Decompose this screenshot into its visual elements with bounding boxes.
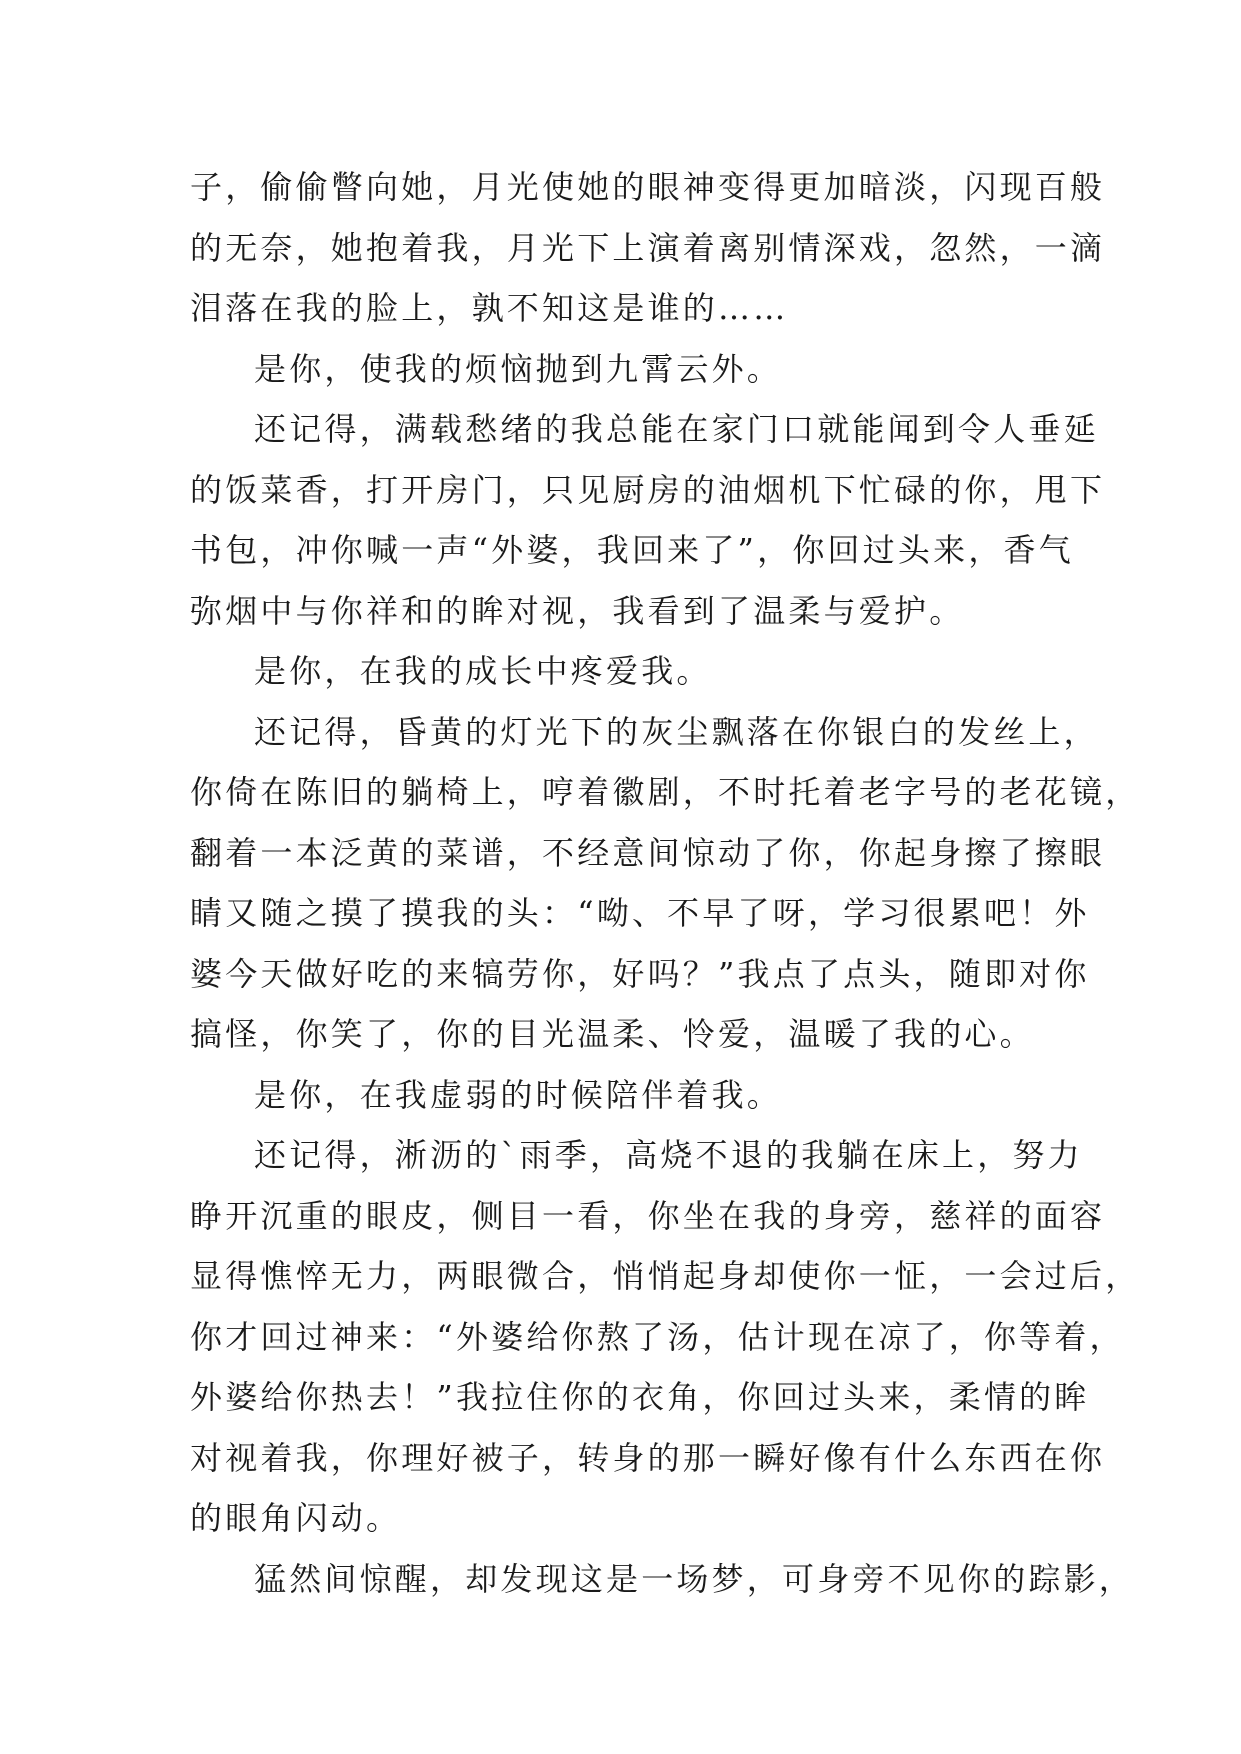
paragraph-first-line: 是你，在我的成长中疼爱我。 — [254, 652, 712, 690]
document-body — [190, 157, 1141, 1609]
text-line: 婆今天做好吃的来犒劳你，好吗？”我点了点头，随即对你 — [190, 954, 1090, 993]
text-line: 翻着一本泛黄的菜谱，不经意间惊动了你，你起身擦了擦眼 — [190, 833, 1106, 872]
paragraph-first-line: 是你，在我虚弱的时候陪伴着我。 — [254, 1075, 783, 1114]
text-line: 外婆给你热去！”我拉住你的衣角，你回过头来，柔情的眸 — [190, 1378, 1090, 1416]
text-line: 的眼角闪动。 — [190, 1499, 402, 1537]
text-line: 对视着我，你理好被子，转身的那一瞬好像有什么东西在你 — [190, 1438, 1106, 1477]
paragraph-first-line: 还记得，昏黄的灯光下的灰尘飘落在你银白的发丝上， — [254, 712, 1099, 751]
paragraph-first-line: 是你，使我的烦恼抛到九霄云外。 — [254, 349, 783, 388]
text-line: 显得憔悴无力，两眼微合，悄悄起身却使你一怔，一会过后， — [190, 1257, 1141, 1295]
text-line: 子，偷偷瞥向她，月光使她的眼神变得更加暗淡，闪现百般 — [190, 168, 1106, 206]
text-line: 搞怪，你笑了，你的目光温柔、怜爱，温暖了我的心。 — [190, 1015, 1035, 1053]
text-line: 你倚在陈旧的躺椅上，哼着徽剧，不时托着老字号的老花镜， — [190, 773, 1141, 811]
text-line: 的饭菜香，打开房门，只见厨房的油烟机下忙碌的你，甩下 — [190, 470, 1106, 509]
paragraph-first-line: 还记得，满载愁绪的我总能在家门口就能闻到令人垂延 — [254, 410, 1099, 448]
paragraph-first-line: 猛然间惊醒，却发现这是一场梦，可身旁不见你的踪影， — [254, 1559, 1135, 1598]
text-line: 书包，冲你喊一声“外婆，我回来了”，你回过头来，香气 — [190, 531, 1074, 569]
text-line: 你才回过神来：“外婆给你熬了汤，估计现在凉了，你等着， — [190, 1317, 1125, 1356]
text-line: 弥烟中与你祥和的眸对视，我看到了温柔与爱护。 — [190, 591, 965, 630]
paragraph-first-line: 还记得，淅沥的`雨季，高烧不退的我躺在床上，努力 — [254, 1136, 1083, 1174]
text-line: 的无奈，她抱着我，月光下上演着离别情深戏，忽然，一滴 — [190, 228, 1106, 267]
text-line: 睛又随之摸了摸我的头：“呦、不早了呀，学习很累吧！外 — [190, 894, 1090, 932]
text-line: 睁开沉重的眼皮，侧目一看，你坐在我的身旁，慈祥的面容 — [190, 1196, 1106, 1235]
text-line: 泪落在我的脸上，孰不知这是谁的…… — [190, 289, 789, 327]
